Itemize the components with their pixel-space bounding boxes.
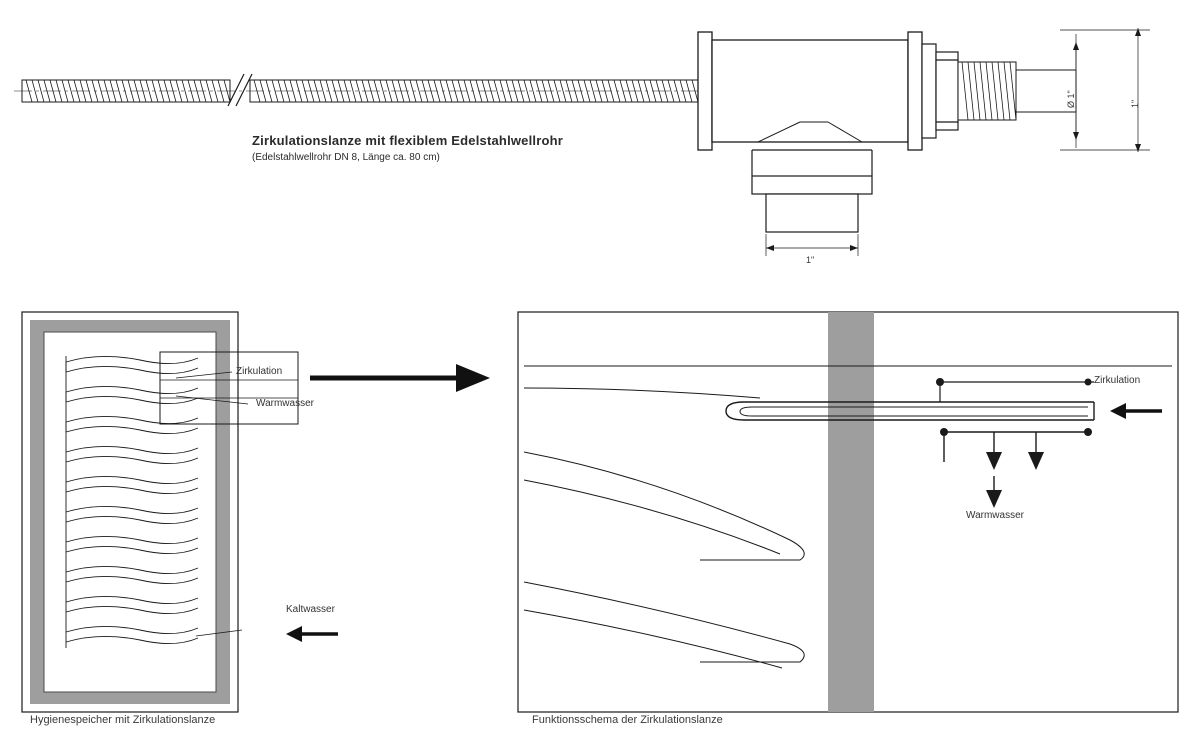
kaltwasser-arrow: [286, 626, 338, 642]
figure-subtitle: (Edelstahlwellrohr DN 8, Länge ca. 80 cm): [252, 152, 440, 163]
top-assembly-group: [14, 28, 1150, 256]
figure-title: Zirkulationslanze mit flexiblem Edelstahlwellrohr: [252, 133, 564, 148]
function-schematic-group: [518, 312, 1178, 712]
label-zirkulation-left: Zirkulation: [236, 366, 283, 377]
break-symbol: [228, 74, 252, 106]
threaded-spigot: [958, 62, 1076, 120]
caption-left: Hygienespeicher mit Zirkulationslanze: [30, 714, 216, 726]
dimension-inner-diameter: Ø 1": [1066, 90, 1076, 108]
label-kaltwasser-left: Kaltwasser: [286, 604, 335, 615]
dimension-outer-diameter: 1": [1130, 99, 1140, 108]
union-nut: [922, 44, 958, 138]
label-warmwasser-right: Warmwasser: [966, 510, 1024, 521]
label-zirkulation-right: Zirkulation: [1094, 375, 1141, 386]
label-warmwasser-left: Warmwasser: [256, 398, 314, 409]
caption-right: Funktionsschema der Zirkulationslanze: [532, 714, 723, 726]
bottom-branch: [752, 150, 872, 232]
tee-body: [698, 32, 922, 150]
detail-arrow: [310, 364, 490, 392]
dimension-bottom-thread: 1": [806, 255, 815, 265]
